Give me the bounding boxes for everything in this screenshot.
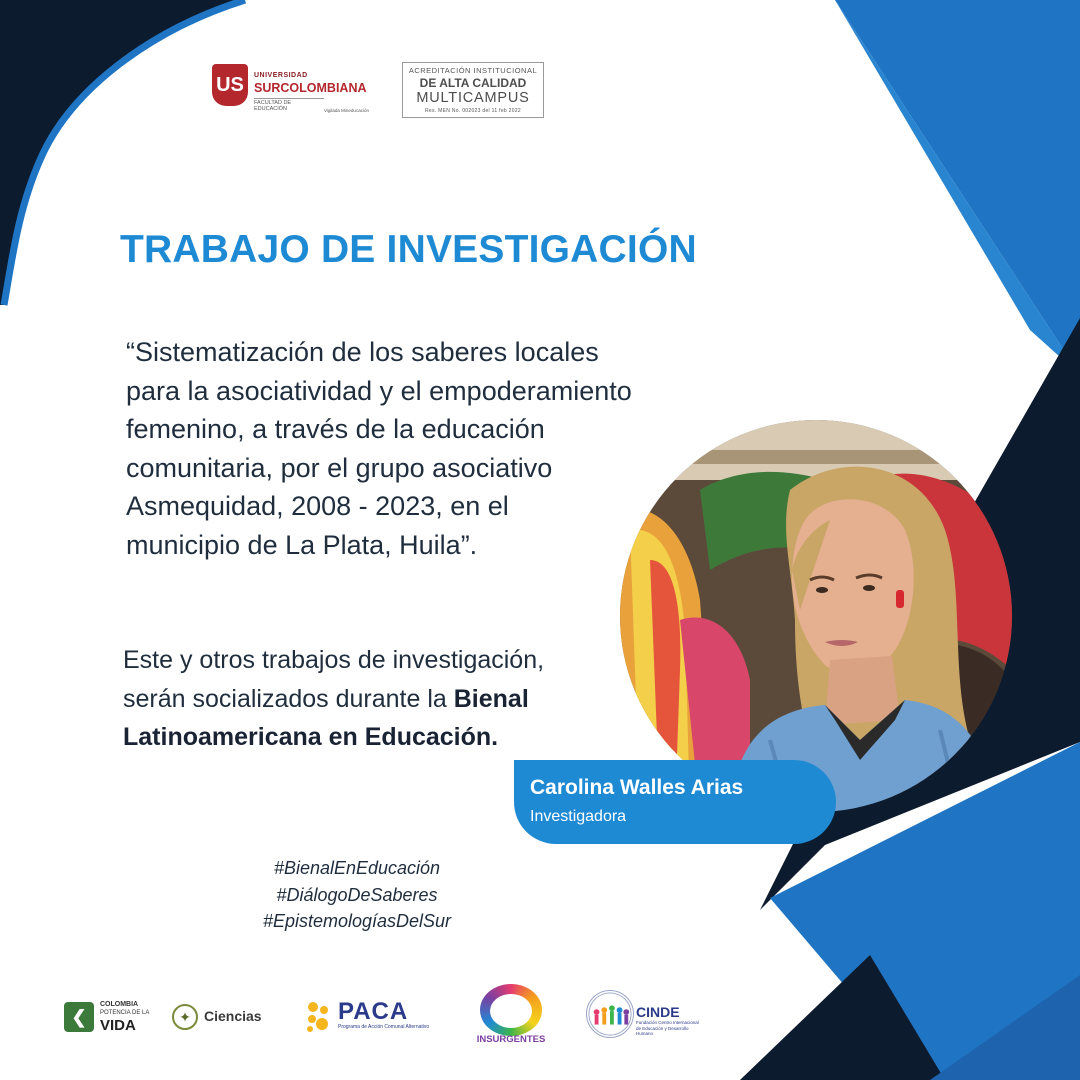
usco-logo [212,62,372,118]
quote-line: comunitaria, por el grupo asociativo [126,452,553,483]
quote-line: municipio de La Plata, Huila”. [126,529,478,560]
usco-logo-faculty: FACULTAD DE EDUCACIÓN [254,98,324,112]
researcher-name-badge [514,760,836,844]
quote-line: Asmequidad, 2008 - 2023, en el [126,491,509,521]
page-title: TRABAJO DE INVESTIGACIÓN [120,228,697,271]
cinde-figures-icon [586,990,634,1038]
usco-logo-tagline: Vigilada Mineducación [324,108,369,113]
coat-of-arms-icon: ✦ [172,1004,198,1030]
cinde-logo-label: CINDE [636,1004,680,1020]
cinde-logo-subtitle: Fundación Centro Internacional de Educación y Desarrollo Humano [636,1020,699,1036]
paca-dots-icon [304,1000,332,1034]
colombia-logo-line3: VIDA [100,1017,136,1034]
accreditation-line1: ACREDITACIÓN INSTITUCIONAL [408,66,538,75]
accreditation-line4: Res. MEN No. 002023 del 11 feb 2022 [424,108,522,114]
hashtags [252,855,462,935]
quote-line: femenino, a través de la educación [126,414,545,444]
colombia-potencia-logo [64,1000,154,1034]
ciencias-logo [172,1002,264,1032]
ciencias-logo-label: Ciencias [204,1008,262,1024]
usco-logo-name: SURCOLOMBIANA [254,81,367,95]
description-event-name-part2: Latinoamericana en Educación. [123,723,499,751]
description-event-name-part1: Bienal [453,684,529,713]
accreditation-line3: MULTICAMPUS [416,90,530,106]
quote-line: para la asociatividad y el empoderamiento [126,375,632,406]
description-line1: Este y otros trabajos de investigación, [123,646,545,674]
paca-logo-subtitle: Programa de Acción Comunal Alternativo [338,1024,430,1030]
colombia-flag-icon: ❮ [64,1002,94,1032]
paca-logo [304,996,434,1038]
hashtag: #DiálogoDeSaberes [276,884,438,905]
usco-shield-icon: US [212,64,248,106]
colombia-logo-line1: COLOMBIA [100,1001,139,1008]
cinde-logo [586,990,702,1042]
researcher-role: Investigadora [530,808,627,825]
hashtag: #BienalEnEducación [273,858,441,878]
hashtag: #EpistemologíasDelSur [262,911,452,931]
paca-logo-label: PACA [338,998,409,1025]
usco-logo-small: UNIVERSIDAD [254,72,308,79]
event-description [123,641,613,757]
accreditation-logo [402,62,544,118]
colombia-logo-line2: POTENCIA DE LA [100,1010,150,1016]
researcher-photo [620,420,1012,812]
quote-line: “Sistematización de los saberes locales [126,337,599,367]
researcher-name: Carolina Walles Arias [530,776,744,799]
insurgentes-logo-label: INSURGENTES [476,1034,546,1045]
description-line2: serán socializados durante la [123,684,454,713]
accreditation-line2: DE ALTA CALIDAD [419,76,527,90]
insurgentes-logo [470,984,552,1050]
researcher-portrait-image [620,420,1012,812]
